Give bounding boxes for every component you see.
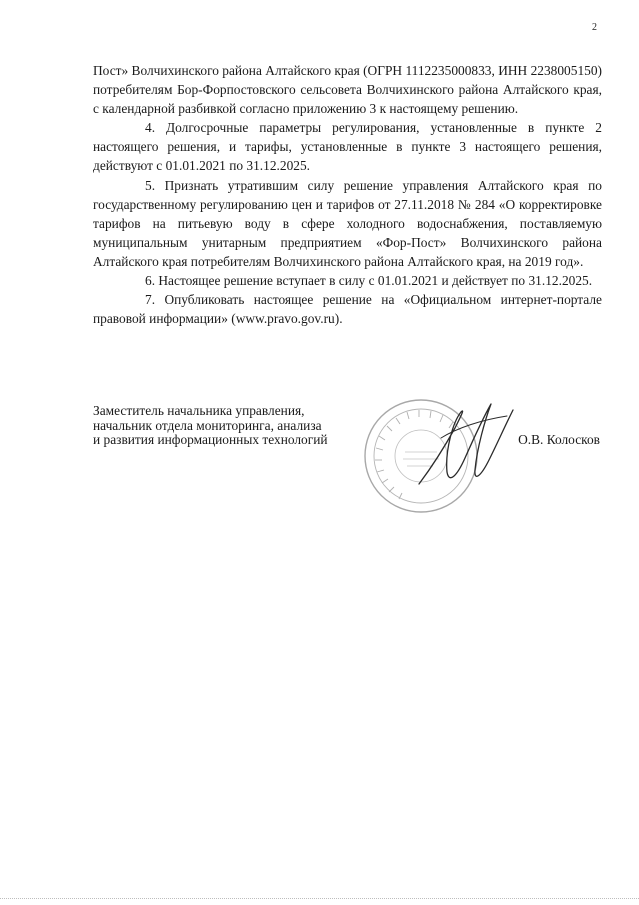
- signer-title-line: Заместитель начальника управления,: [93, 403, 305, 418]
- page-bottom-edge: [0, 898, 639, 900]
- paragraph-item-5: 5. Признать утратившим силу решение управления Алтайского края по государственному регулированию цен и тарифов от 27.11.2018 № 284 «О корректировке тарифов на питьевую воду в сфере холодного водоснабжения, поставляемую муниципальным унитарным предприятием «Фор-Пост» Волчихинского района Алтайского края потребителям Волчихинского района Алтайского края, на 2019 год».: [93, 177, 602, 269]
- paragraph-item-6: 6. Настоящее решение вступает в силу с 01.01.2021 и действует по 31.12.2025.: [145, 273, 593, 289]
- signer-title-line: начальник отдела мониторинга, анализа: [93, 417, 322, 433]
- signer-name: О.В. Колосков: [518, 432, 600, 447]
- paragraph-item-7: 7. Опубликовать настоящее решение на «Официальном интернет-портале правовой информации» (www.pravo.gov.ru).: [93, 292, 602, 327]
- signer-title-line: и развития информационных технологий: [93, 432, 328, 448]
- signature-block: [93, 404, 602, 524]
- page-number: 2: [592, 22, 597, 33]
- signer-title: [93, 404, 328, 448]
- handwritten-signature: [411, 398, 521, 494]
- paragraph-continuation: Пост» Волчихинского района Алтайского края (ОГРН 1112235000833, ИНН 2238005150) потребителям Бор-Форпостовского сельсовета Волчихинского района Алтайского края, с календарной разбивкой согласно приложению 3 к настоящему решению.: [93, 63, 602, 117]
- document-body: [93, 61, 602, 328]
- paragraph-item-4: 4. Долгосрочные параметры регулирования, установленные в пункте 2 настоящего решения, и тарифы, установленные в пункте 3 настоящего решения, действуют с 01.01.2021 по 31.12.2025.: [93, 120, 602, 174]
